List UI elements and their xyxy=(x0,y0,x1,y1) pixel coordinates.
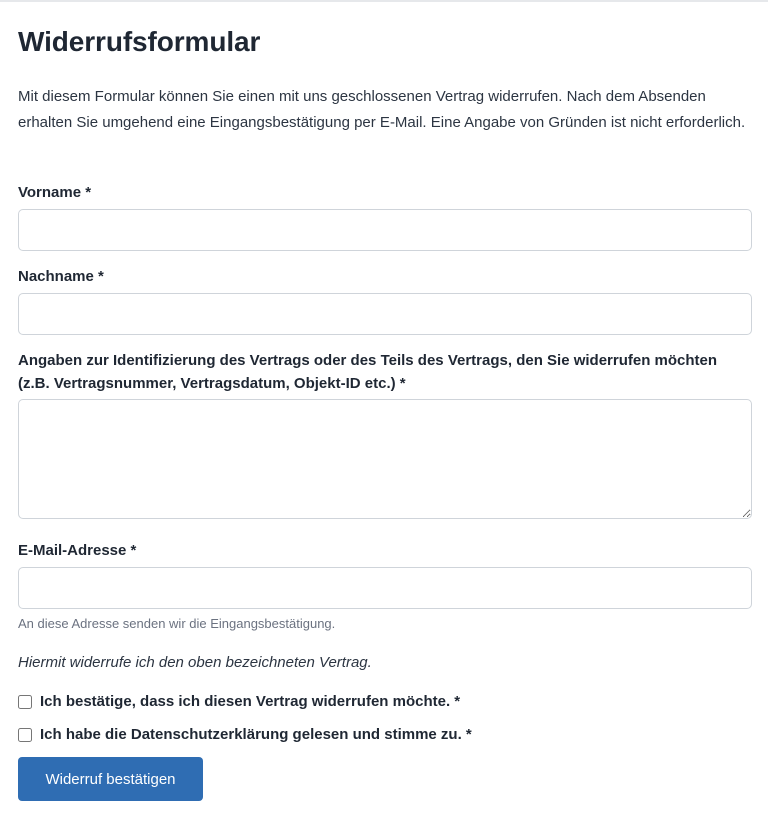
confirm-withdrawal-label[interactable]: Ich bestätige, dass ich diesen Vertrag widerrufen möchte. * xyxy=(40,693,461,710)
email-label: E-Mail-Adresse * xyxy=(18,542,137,559)
email-help-text: An diese Adresse senden wir die Eingangsbestätigung. xyxy=(18,616,336,631)
confirm-withdrawal-row[interactable] xyxy=(18,691,460,713)
firstname-label: Vorname * xyxy=(18,184,92,201)
privacy-consent-label[interactable]: Ich habe die Datenschutzerklärung gelesen und stimme zu. * xyxy=(40,726,472,743)
lastname-label: Nachname * xyxy=(18,268,104,285)
firstname-input[interactable] xyxy=(18,209,752,251)
withdrawal-declaration: Hiermit widerrufe ich den oben bezeichneten Vertrag. xyxy=(18,654,372,671)
intro-text: Mit diesem Formular können Sie einen mit uns geschlossenen Vertrag widerrufen. Nach dem Absenden erhalten Sie umgehend eine Eingangsbestätigung per E-Mail. Eine Angabe von Gründen ist nicht erforderlich. xyxy=(18,88,746,131)
confirm-withdrawal-checkbox[interactable] xyxy=(18,695,32,709)
email-input[interactable] xyxy=(18,567,752,609)
privacy-consent-checkbox[interactable] xyxy=(18,728,32,742)
privacy-consent-row[interactable] xyxy=(18,724,472,746)
lastname-input[interactable] xyxy=(18,293,752,335)
top-divider xyxy=(0,0,768,2)
contract-label-line1: Angaben zur Identifizierung des Vertrags oder des Teils des Vertrags, den Sie widerrufen möchten xyxy=(18,352,718,369)
contract-details-textarea[interactable] xyxy=(18,399,752,519)
page-title: Widerrufsformular xyxy=(18,26,261,57)
submit-button[interactable]: Widerruf bestätigen xyxy=(18,757,203,801)
contract-label-line2: (z.B. Vertragsnummer, Vertragsdatum, Objekt-ID etc.) * xyxy=(18,375,406,392)
